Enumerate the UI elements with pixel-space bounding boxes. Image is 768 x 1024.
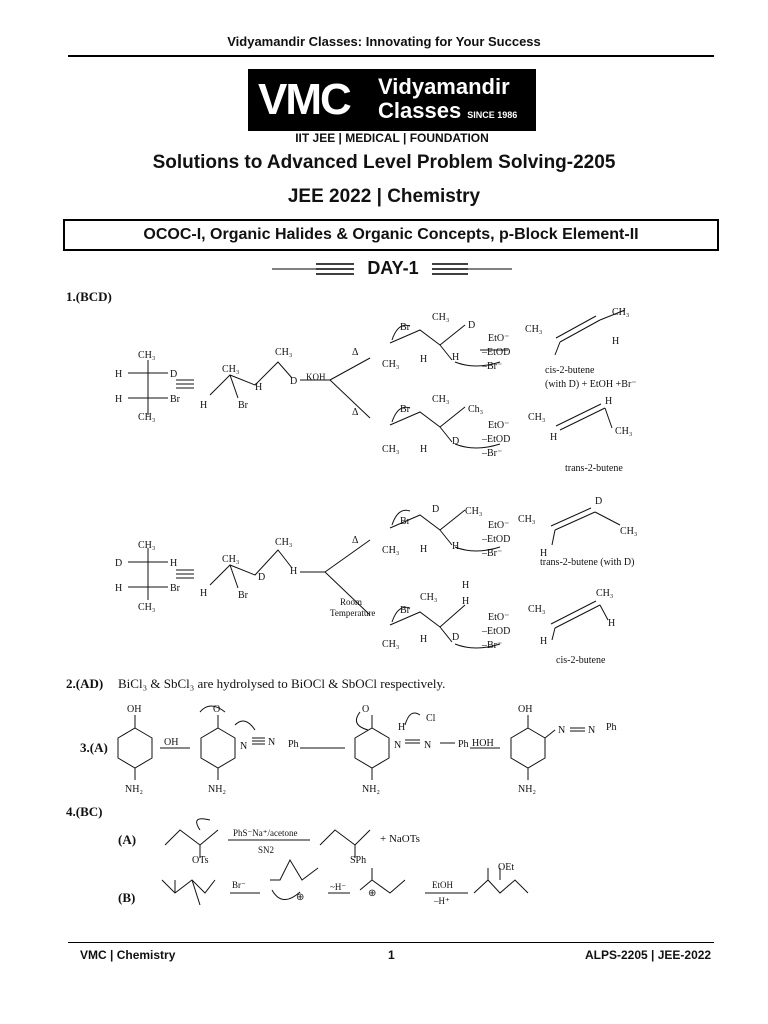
q1-br-4: –Br⁻ bbox=[482, 640, 503, 651]
svg-text:CH₃: CH₃ bbox=[275, 537, 293, 548]
q1-temperature: Temperature bbox=[330, 608, 376, 618]
svg-text:D: D bbox=[170, 369, 178, 380]
svg-text:H: H bbox=[115, 583, 123, 594]
svg-text:H: H bbox=[420, 444, 428, 455]
logo-subtitle: IIT JEE | MEDICAL | FOUNDATION bbox=[295, 131, 489, 145]
q3-ph-3: Ph bbox=[606, 722, 617, 733]
svg-text:CH₃: CH₃ bbox=[465, 506, 483, 517]
svg-text:OH: OH bbox=[518, 704, 533, 715]
svg-text:CH₃: CH₃ bbox=[138, 540, 156, 551]
q1-br-2: –Br⁻ bbox=[482, 448, 503, 459]
svg-text:CH₃: CH₃ bbox=[615, 426, 633, 437]
svg-text:H: H bbox=[608, 618, 616, 629]
svg-text:CH₃: CH₃ bbox=[382, 444, 400, 455]
svg-text:CH₃: CH₃ bbox=[382, 639, 400, 650]
svg-text:H: H bbox=[540, 548, 548, 559]
q4-sn2: SN2 bbox=[258, 845, 275, 855]
svg-text:O: O bbox=[362, 704, 370, 715]
svg-text:D: D bbox=[452, 632, 460, 643]
q1-delta-3: Δ bbox=[352, 535, 359, 546]
q1-product-trans-d: trans-2-butene (with D) bbox=[540, 557, 635, 568]
svg-text:D: D bbox=[468, 320, 476, 331]
svg-text:H: H bbox=[420, 634, 428, 645]
svg-text:H: H bbox=[398, 722, 406, 733]
svg-text:CH₃: CH₃ bbox=[420, 592, 438, 603]
svg-text:H: H bbox=[420, 544, 428, 555]
svg-text:D: D bbox=[432, 504, 440, 515]
q1-product-cis-d: cis-2-butene bbox=[545, 365, 595, 376]
svg-text:CH₃: CH₃ bbox=[222, 364, 240, 375]
footer-page-number: 1 bbox=[388, 948, 395, 962]
svg-text:CH₃: CH₃ bbox=[518, 514, 536, 525]
svg-text:CH₃: CH₃ bbox=[138, 350, 156, 361]
svg-text:H: H bbox=[255, 382, 263, 393]
svg-text:N: N bbox=[558, 725, 566, 736]
running-header: Vidyamandir Classes: Innovating for Your Success bbox=[227, 34, 541, 49]
q1-product-cis-d-note: (with D) + EtOH +Br⁻ bbox=[545, 379, 637, 390]
q1-eto-2: EtO⁻ bbox=[488, 420, 510, 431]
svg-text:N: N bbox=[268, 737, 276, 748]
q2-text: BiCl₃ & SbCl₃ are hydrolysed to BiOCl & SbOCl respectively. bbox=[118, 676, 446, 691]
svg-text:N: N bbox=[424, 740, 432, 751]
svg-text:N: N bbox=[394, 740, 402, 751]
logo-since: SINCE 1986 bbox=[467, 110, 518, 120]
q2-answer: 2.(AD) bbox=[66, 676, 104, 691]
svg-text:CH₃: CH₃ bbox=[528, 604, 546, 615]
q1-eto-4: EtO⁻ bbox=[488, 612, 510, 623]
svg-text:CH₃: CH₃ bbox=[620, 526, 638, 537]
day-label: DAY-1 bbox=[367, 258, 419, 278]
q4-naots: + NaOTs bbox=[380, 833, 420, 845]
svg-text:H: H bbox=[612, 336, 620, 347]
svg-text:D: D bbox=[258, 572, 266, 583]
svg-text:H: H bbox=[115, 394, 123, 405]
q4-sph: SPh bbox=[350, 855, 367, 866]
topic-box: OCOC-I, Organic Halides & Organic Concepts, p-Block Element-II bbox=[63, 219, 719, 251]
svg-text:Br: Br bbox=[170, 583, 180, 594]
svg-text:Br: Br bbox=[400, 322, 410, 333]
q1-etod-2: –EtOD bbox=[482, 434, 511, 445]
svg-text:H: H bbox=[452, 352, 460, 363]
logo-name bbox=[378, 75, 517, 127]
svg-text:CH₃: CH₃ bbox=[432, 394, 450, 405]
svg-text:H: H bbox=[540, 636, 548, 647]
svg-text:D: D bbox=[115, 558, 123, 569]
q4-label-b: (B) bbox=[118, 890, 136, 905]
q1-br-3: –Br⁻ bbox=[482, 548, 503, 559]
svg-text:CH₃: CH₃ bbox=[382, 359, 400, 370]
svg-text:N: N bbox=[240, 741, 248, 752]
svg-text:Br: Br bbox=[170, 394, 180, 405]
q4-reagent-a: PhS⁻Na⁺/acetone bbox=[233, 828, 298, 838]
svg-text:Br: Br bbox=[400, 516, 410, 527]
svg-text:CH₃: CH₃ bbox=[596, 588, 614, 599]
q1-room: Room bbox=[340, 597, 363, 607]
q1-etod-3: –EtOD bbox=[482, 534, 511, 545]
svg-text:CH₃: CH₃ bbox=[528, 412, 546, 423]
svg-text:NH₂: NH₂ bbox=[518, 784, 536, 795]
page-subtitle: JEE 2022 | Chemistry bbox=[287, 186, 481, 207]
svg-text:H: H bbox=[420, 354, 428, 365]
svg-text:H: H bbox=[170, 558, 178, 569]
q4-h-shift: ~H⁻ bbox=[330, 882, 347, 892]
q1-product-cis: cis-2-butene bbox=[556, 655, 606, 666]
svg-text:H: H bbox=[550, 432, 558, 443]
svg-text:NH₂: NH₂ bbox=[362, 784, 380, 795]
svg-text:CH₃: CH₃ bbox=[525, 324, 543, 335]
q1-etod-4: –EtOD bbox=[482, 626, 511, 637]
q3-reagent-oh: OH bbox=[164, 737, 179, 748]
q1-koh: KOH bbox=[306, 372, 326, 382]
svg-text:D: D bbox=[452, 436, 460, 447]
svg-text:Ch₃: Ch₃ bbox=[468, 404, 484, 415]
q4-etoh: EtOH bbox=[432, 880, 453, 890]
vmc-logo bbox=[248, 69, 536, 131]
svg-text:CH₃: CH₃ bbox=[432, 312, 450, 323]
svg-text:H: H bbox=[200, 400, 208, 411]
q3-ph-2: Ph bbox=[458, 739, 469, 750]
svg-text:Br: Br bbox=[238, 400, 248, 411]
svg-text:H: H bbox=[452, 541, 460, 552]
svg-text:H: H bbox=[462, 596, 470, 607]
svg-text:H: H bbox=[115, 369, 123, 380]
svg-text:Br: Br bbox=[400, 605, 410, 616]
q4-ots: OTs bbox=[192, 855, 209, 866]
q4-br-minus: Br⁻ bbox=[232, 880, 246, 890]
logo-name-line1: Vidyamandir bbox=[378, 74, 510, 99]
svg-text:CH₃: CH₃ bbox=[382, 545, 400, 556]
svg-text:H: H bbox=[290, 566, 298, 577]
svg-text:NH₂: NH₂ bbox=[125, 784, 143, 795]
q1-answer: 1.(BCD) bbox=[66, 289, 112, 304]
svg-text:CH₃: CH₃ bbox=[275, 347, 293, 358]
svg-text:Br: Br bbox=[400, 404, 410, 415]
q1-delta-1: Δ bbox=[352, 347, 359, 358]
q4-minus-h: –H⁺ bbox=[434, 896, 450, 906]
q3-answer: 3.(A) bbox=[80, 740, 108, 755]
q1-product-trans: trans-2-butene bbox=[565, 463, 623, 474]
svg-text:CH₃: CH₃ bbox=[222, 554, 240, 565]
q3-ph-1: Ph bbox=[288, 739, 299, 750]
svg-text:CH₃: CH₃ bbox=[612, 307, 630, 318]
svg-text:D: D bbox=[595, 496, 603, 507]
svg-text:H: H bbox=[605, 396, 613, 407]
q1-etod-1: –EtOD bbox=[482, 347, 511, 358]
svg-text:⊕: ⊕ bbox=[368, 888, 377, 899]
q3-reagent-hoh: HOH bbox=[472, 738, 494, 749]
header-rule bbox=[68, 55, 714, 57]
page-title: Solutions to Advanced Level Problem Solving-2205 bbox=[152, 152, 616, 173]
footer-right: ALPS-2205 | JEE-2022 bbox=[585, 948, 712, 962]
svg-text:NH₂: NH₂ bbox=[208, 784, 226, 795]
svg-text:Br: Br bbox=[238, 590, 248, 601]
q1-eto-3: EtO⁻ bbox=[488, 520, 510, 531]
svg-text:H: H bbox=[200, 588, 208, 599]
footer-left: VMC | Chemistry bbox=[80, 948, 176, 962]
q4-label-a: (A) bbox=[118, 832, 137, 847]
svg-text:D: D bbox=[290, 376, 298, 387]
q1-delta-2: Δ bbox=[352, 407, 359, 418]
logo-mark: VMC bbox=[258, 75, 350, 124]
day-banner bbox=[272, 258, 512, 282]
q3-cl: Cl bbox=[426, 713, 436, 724]
q1-eto-1: EtO⁻ bbox=[488, 333, 510, 344]
svg-text:OH: OH bbox=[127, 704, 142, 715]
svg-text:CH₃: CH₃ bbox=[138, 412, 156, 423]
logo-name-line2: Classes SINCE 1986 bbox=[378, 98, 518, 123]
q4-oet: OEt bbox=[498, 862, 515, 873]
svg-text:N: N bbox=[588, 725, 596, 736]
svg-text:H: H bbox=[462, 580, 470, 591]
footer-rule bbox=[68, 942, 714, 943]
svg-text:O: O bbox=[213, 704, 221, 715]
q1-br-1: –Br⁻ bbox=[482, 361, 503, 372]
q4-answer: 4.(BC) bbox=[66, 804, 103, 819]
svg-text:CH₃: CH₃ bbox=[138, 602, 156, 613]
svg-text:⊕: ⊕ bbox=[296, 892, 305, 903]
